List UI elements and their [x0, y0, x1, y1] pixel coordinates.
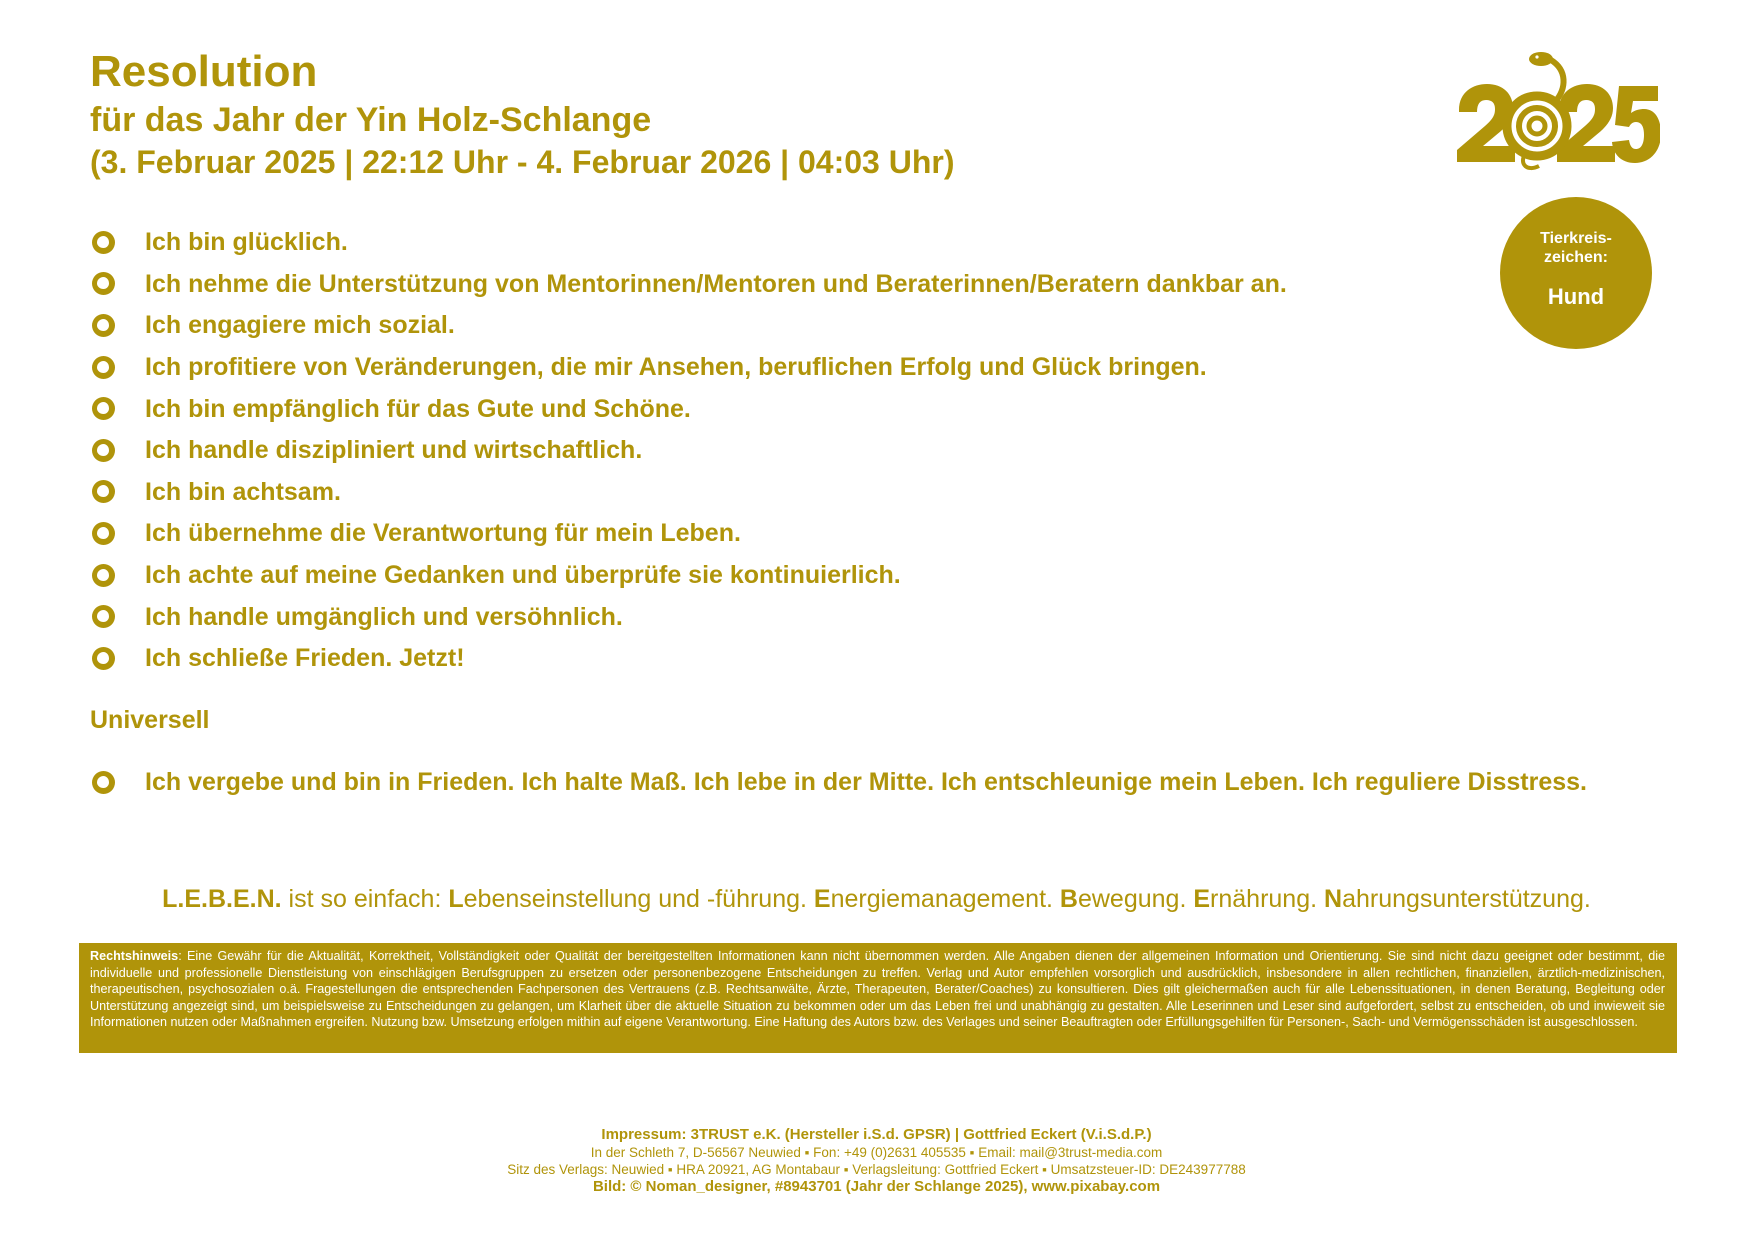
leben-intro: ist so einfach: [281, 885, 449, 913]
list-item-text: Ich engagiere mich sozial. [145, 311, 455, 340]
ring-bullet-icon [92, 356, 115, 379]
ring-bullet-icon [92, 647, 115, 670]
disclaimer-label: Rechtshinweis [90, 949, 179, 963]
list-item-text: Ich nehme die Unterstützung von Mentorinnen/Mentoren und Beraterinnen/Beratern dankbar an. [145, 269, 1287, 298]
section-heading-universal: Universell [90, 706, 210, 734]
ring-bullet-icon [92, 272, 115, 295]
leben-initial: B [1059, 885, 1078, 913]
leben-initial: L [448, 885, 464, 913]
page-title: Resolution [90, 47, 318, 96]
ring-bullet-icon [92, 314, 115, 337]
imprint-registration: Sitz des Verlags: Neuwied ▪ HRA 20921, AG Montabaur ▪ Verlagsleitung: Gottfried Eckert ▪ Umsatzsteuer-ID: DE243977788 [507, 1162, 1246, 1177]
list-item-text: Ich vergebe und bin in Frieden. Ich halte Maß. Ich lebe in der Mitte. Ich entschleunige mein Leben. Ich reguliere Disstress. [145, 768, 1588, 797]
list-item-text: Ich bin achtsam. [145, 477, 341, 506]
snake-2025-logo-icon [1455, 50, 1660, 175]
imprint-title: Impressum: 3TRUST e.K. (Hersteller i.S.d. GPSR) | Gottfried Eckert (V.i.S.d.P.) [601, 1126, 1152, 1143]
ring-bullet-icon [92, 439, 115, 462]
ring-bullet-icon [92, 522, 115, 545]
leben-initial: E [813, 885, 831, 913]
list-item-text: Ich bin glücklich. [145, 228, 348, 257]
leben-word: rnährung. [1210, 885, 1324, 913]
leben-initial: N [1324, 885, 1343, 913]
zodiac-label-line1: Tierkreis- [1540, 230, 1612, 247]
list-item-text: Ich schließe Frieden. Jetzt! [145, 644, 465, 673]
date-range: (3. Februar 2025 | 22:12 Uhr - 4. Februar 2026 | 04:03 Uhr) [90, 144, 955, 180]
list-item-text: Ich bin empfänglich für das Gute und Schöne. [145, 394, 691, 423]
disclaimer-text: : Eine Gewähr für die Aktualität, Korrektheit, Vollständigkeit oder Qualität der bereitgestellten Informationen kann nicht übernommen werden. Alle Angaben dienen der allgemeinen Information und Orientierung. Sie sind nicht dazu geeignet oder bestimmt, die individuelle und professionelle Dienstleistung von einschlägigen Berufsgruppen zu ersetzen oder personenbezogene Entscheidungen zu treffen. Verlag und Autor empfehlen vorsorglich und ausdrücklich, insbesondere in allen rechtlichen, finanziellen, ärztlich-medizinischen, therapeutischen, psychosozialen o.ä. Fragestellungen die entsprechenden Fachpersonen des Vertrauens (z.B. Rechtsanwälte, Ärzte, Therapeuten, Berater/Coaches) zu konsultieren. Dies gilt gleichermaßen auch für alle Lebenssituationen, in denen Beratung, Begleitung oder Unterstützung angezeigt sind, um beispielsweise zu Entscheidungen zu gelangen, um Klarheit über die aktuelle Situation zu bekommen oder um das Leben frei und unabhängig zu gestalten. Alle Leserinnen und Leser sind aufgefordert, selbst zu entscheiden, ob und inwieweit sie Informationen nutzen oder Maßnahmen ergreifen. Nutzung bzw. Umsetzung erfolgen mithin auf eigene Verantwortung. Eine Haftung des Autors bzw. des Verlages und seiner Beauftragten oder Erfüllungsgehilfen für Personen-, Sach- und Vermögensschäden ist ausgeschlossen. [90, 949, 1665, 1030]
list-item-text: Ich handle diszipliniert und wirtschaftlich. [145, 436, 643, 465]
ring-bullet-icon [92, 605, 115, 628]
leben-word: ahrungsunterstützung. [1342, 885, 1591, 913]
zodiac-label-line2: zeichen: [1543, 249, 1608, 266]
leben-word: ewegung. [1077, 885, 1194, 913]
list-item-text: Ich handle umgänglich und versöhnlich. [145, 602, 623, 631]
leben-slogan [0, 885, 1753, 914]
legal-disclaimer [79, 943, 1677, 1053]
zodiac-value: Hund [1547, 284, 1605, 309]
imprint [0, 1126, 1753, 1196]
list-item-text: Ich profitiere von Veränderungen, die mir Ansehen, beruflichen Erfolg und Glück bringen. [145, 353, 1207, 382]
list-item-text: Ich übernehme die Verantwortung für mein Leben. [145, 519, 741, 548]
ring-bullet-icon [92, 231, 115, 254]
snake-2025-logo [1455, 50, 1660, 175]
page-subtitle: für das Jahr der Yin Holz-Schlange [90, 101, 652, 139]
imprint-address: In der Schleth 7, D-56567 Neuwied ▪ Fon: +49 (0)2631 405535 ▪ Email: mail@3trust-media.com [590, 1145, 1163, 1160]
leben-word: ebenseinstellung und -führung. [463, 885, 814, 913]
zodiac-badge [1500, 197, 1652, 349]
leben-word: nergiemanagement. [830, 885, 1060, 913]
leben-acronym: L.E.B.E.N. [162, 885, 282, 913]
list-item-text: Ich achte auf meine Gedanken und überprüfe sie kontinuierlich. [145, 561, 901, 590]
leben-initial: E [1193, 885, 1211, 913]
ring-bullet-icon [92, 397, 115, 420]
ring-bullet-icon [92, 564, 115, 587]
image-credit: Bild: © Noman_designer, #8943701 (Jahr der Schlange 2025), www.pixabay.com [592, 1178, 1161, 1195]
ring-bullet-icon [92, 480, 115, 503]
ring-bullet-icon [92, 771, 115, 794]
